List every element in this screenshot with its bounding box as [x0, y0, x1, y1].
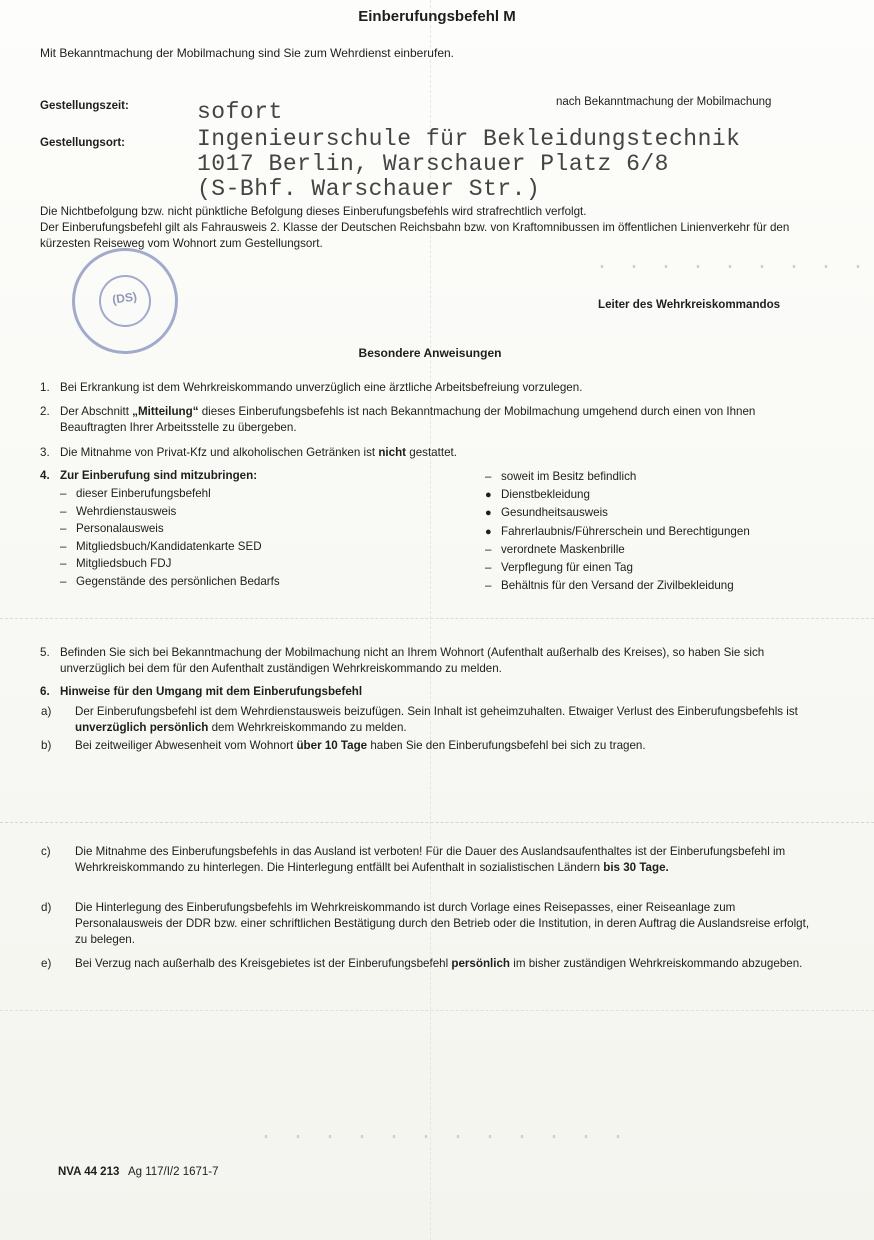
checklist-left — [60, 485, 280, 591]
item-text: haben Sie den Einberufungsbefehl bei sich zu tragen. — [367, 739, 646, 752]
checklist-item: – Wehrdienstausweis — [60, 503, 280, 521]
instruction-3 — [40, 445, 820, 461]
gestellungsort-line3: (S-Bhf. Warschauer Str.) — [197, 176, 541, 202]
form-footer — [58, 1166, 219, 1178]
item-number: 3. — [40, 446, 50, 459]
checklist-bullet: ● Dienstbekleidung — [485, 486, 750, 505]
checklist-item: – Mitgliedsbuch FDJ — [60, 555, 280, 573]
sub-letter: a) — [41, 705, 52, 718]
form-reference: Ag 117/I/2 1671-7 — [127, 1166, 219, 1178]
sub-letter: b) — [41, 739, 52, 752]
checklist-bullet: ● Fahrerlaubnis/Führerschein und Berechtigungen — [485, 523, 750, 542]
gestellungszeit-label: Gestellungszeit: — [40, 100, 129, 112]
item-text: im bisher zuständigen Wehrkreiskommando abzugeben. — [510, 957, 803, 970]
gestellungszeit-value: sofort — [197, 99, 283, 125]
sub-letter: c) — [41, 845, 51, 858]
instruction-2 — [40, 404, 820, 436]
warning-line1: Die Nichtbefolgung bzw. nicht pünktliche Befolgung dieses Einberufungsbefehls wird strafrechtlich verfolgt. — [40, 205, 587, 218]
item-heading: Hinweise für den Umgang mit dem Einberufungsbefehl — [60, 685, 363, 698]
checklist-item: – verordnete Maskenbrille — [485, 541, 750, 559]
fold-line — [0, 618, 874, 619]
checklist-item: – Behältnis für den Versand der Zivilbekleidung — [485, 577, 750, 595]
checklist-item: – Gegenstände des persönlichen Bedarfs — [60, 573, 280, 591]
checklist-item: – dieser Einberufungsbefehl — [60, 485, 280, 503]
item-emphasis: persönlich — [451, 957, 511, 970]
checklist-bullet: ● Gesundheitsausweis — [485, 504, 750, 523]
instruction-1 — [40, 380, 820, 396]
item-heading: Zur Einberufung sind mitzubringen: — [60, 469, 258, 482]
form-code: NVA 44 213 — [58, 1166, 120, 1178]
show-through-text: · · · · · · · · · — [596, 256, 869, 279]
show-through-text: · · · · · · · · · · · · — [260, 1126, 629, 1149]
item-emphasis: über 10 Tage — [296, 739, 368, 752]
fold-line — [0, 822, 874, 823]
item-text: Befinden Sie sich bei Bekanntmachung der Mobilmachung nicht an Ihrem Wohnort (Aufenthalt außerhalb des Kreises), so haben Sie sich unverzüglich bei dem für den Aufenthalt zuständigen Wehrkreiskommando zu melden. — [60, 646, 765, 675]
checklist-item: – Verpflegung für einen Tag — [485, 559, 750, 577]
document-title: Einberufungsbefehl M — [358, 8, 516, 25]
item-text: Die Mitnahme des Einberufungsbefehls in das Ausland ist verboten! Für die Dauer des Auslandsaufenthaltes ist der Einberufungsbefehl im Wehrkreiskommando zu hinterlegen. Die Hinterlegung entfällt bei Aufenthalt in sozialistischen Ländern — [75, 845, 786, 874]
instruction-6d — [41, 900, 818, 948]
item-text: gestattet. — [406, 446, 457, 459]
item-text: Die Hinterlegung des Einberufungsbefehls im Wehrkreiskommando ist durch Vorlage eines Reisepasses, einer Reiseanlage zum Personalausweis der DDR bzw. einer schriftlichen Bestätigung durch den Betrieb oder die Institution, in deren Auftrag die Auslandsreise erfolgt, zu belegen. — [75, 901, 810, 946]
item-text: Der Einberufungsbefehl ist dem Wehrdienstausweis beizufügen. Sein Inhalt ist geheimzuhalten. Etwaiger Verlust des Einberufungsbefehls ist — [75, 705, 798, 718]
warning-text — [40, 204, 820, 252]
gestellungszeit-note: nach Bekanntmachung der Mobilmachung — [556, 96, 772, 108]
item-emphasis: „Mitteilung“ — [132, 405, 199, 418]
item-number: 5. — [40, 646, 50, 659]
checklist-item: – Personalausweis — [60, 520, 280, 538]
instruction-6-title — [40, 684, 820, 700]
gestellungsort-line2: 1017 Berlin, Warschauer Platz 6/8 — [197, 151, 669, 177]
gestellungsort-label: Gestellungsort: — [40, 137, 125, 149]
sub-letter: e) — [41, 957, 52, 970]
official-stamp — [65, 241, 185, 361]
item-emphasis: bis 30 Tage. — [603, 861, 669, 874]
instruction-6e — [41, 956, 818, 972]
instructions-title: Besondere Anweisungen — [358, 346, 502, 360]
item-number: 1. — [40, 381, 50, 394]
intro-text: Mit Bekanntmachung der Mobilmachung sind Sie zum Wehrdienst einberufen. — [40, 46, 454, 60]
checklist-item: – Mitgliedsbuch/Kandidatenkarte SED — [60, 538, 280, 556]
item-text: dieses Einberufungsbefehls ist nach Bekanntmachung der Mobilmachung umgehend durch einen von Ihnen Beauftragten Ihrer Arbeitsstelle zu übergeben. — [60, 405, 756, 434]
item-text: Bei zeitweiliger Abwesenheit vom Wohnort — [75, 739, 297, 752]
instruction-6c — [41, 844, 818, 876]
item-text: Bei Verzug nach außerhalb des Kreisgebietes ist der Einberufungsbefehl — [75, 957, 452, 970]
item-emphasis: nicht — [378, 446, 407, 459]
fold-line — [0, 1010, 874, 1011]
item-text: Bei Erkrankung ist dem Wehrkreiskommando unverzüglich eine ärztliche Arbeitsbefreiung vorzulegen. — [60, 381, 583, 394]
signature-label: Leiter des Wehrkreiskommandos — [598, 298, 781, 311]
item-text: Die Mitnahme von Privat-Kfz und alkoholischen Getränken ist — [60, 446, 379, 459]
item-text: Der Abschnitt — [60, 405, 133, 418]
sub-letter: d) — [41, 901, 52, 914]
instruction-6b — [41, 738, 818, 754]
warning-line2: Der Einberufungsbefehl gilt als Fahrausweis 2. Klasse der Deutschen Reichsbahn bzw. von Kraftomnibussen im öffentlichen Linienverkehr für den kürzesten Reiseweg vom Wohnort zum Gestellungsort. — [40, 221, 790, 250]
item-emphasis: unverzüglich persönlich — [75, 721, 209, 734]
item-number: 6. — [40, 685, 50, 698]
item-number: 2. — [40, 405, 50, 418]
stamp-center-text: (DS) — [111, 289, 138, 307]
item-number: 4. — [40, 469, 50, 482]
item-text: dem Wehrkreiskommando zu melden. — [208, 721, 407, 734]
checklist-right — [485, 468, 750, 594]
instruction-6a — [41, 704, 818, 736]
checklist-item: – soweit im Besitz befindlich — [485, 468, 750, 486]
instruction-5 — [40, 645, 820, 677]
gestellungsort-line1: Ingenieurschule für Bekleidungstechnik — [197, 126, 741, 152]
